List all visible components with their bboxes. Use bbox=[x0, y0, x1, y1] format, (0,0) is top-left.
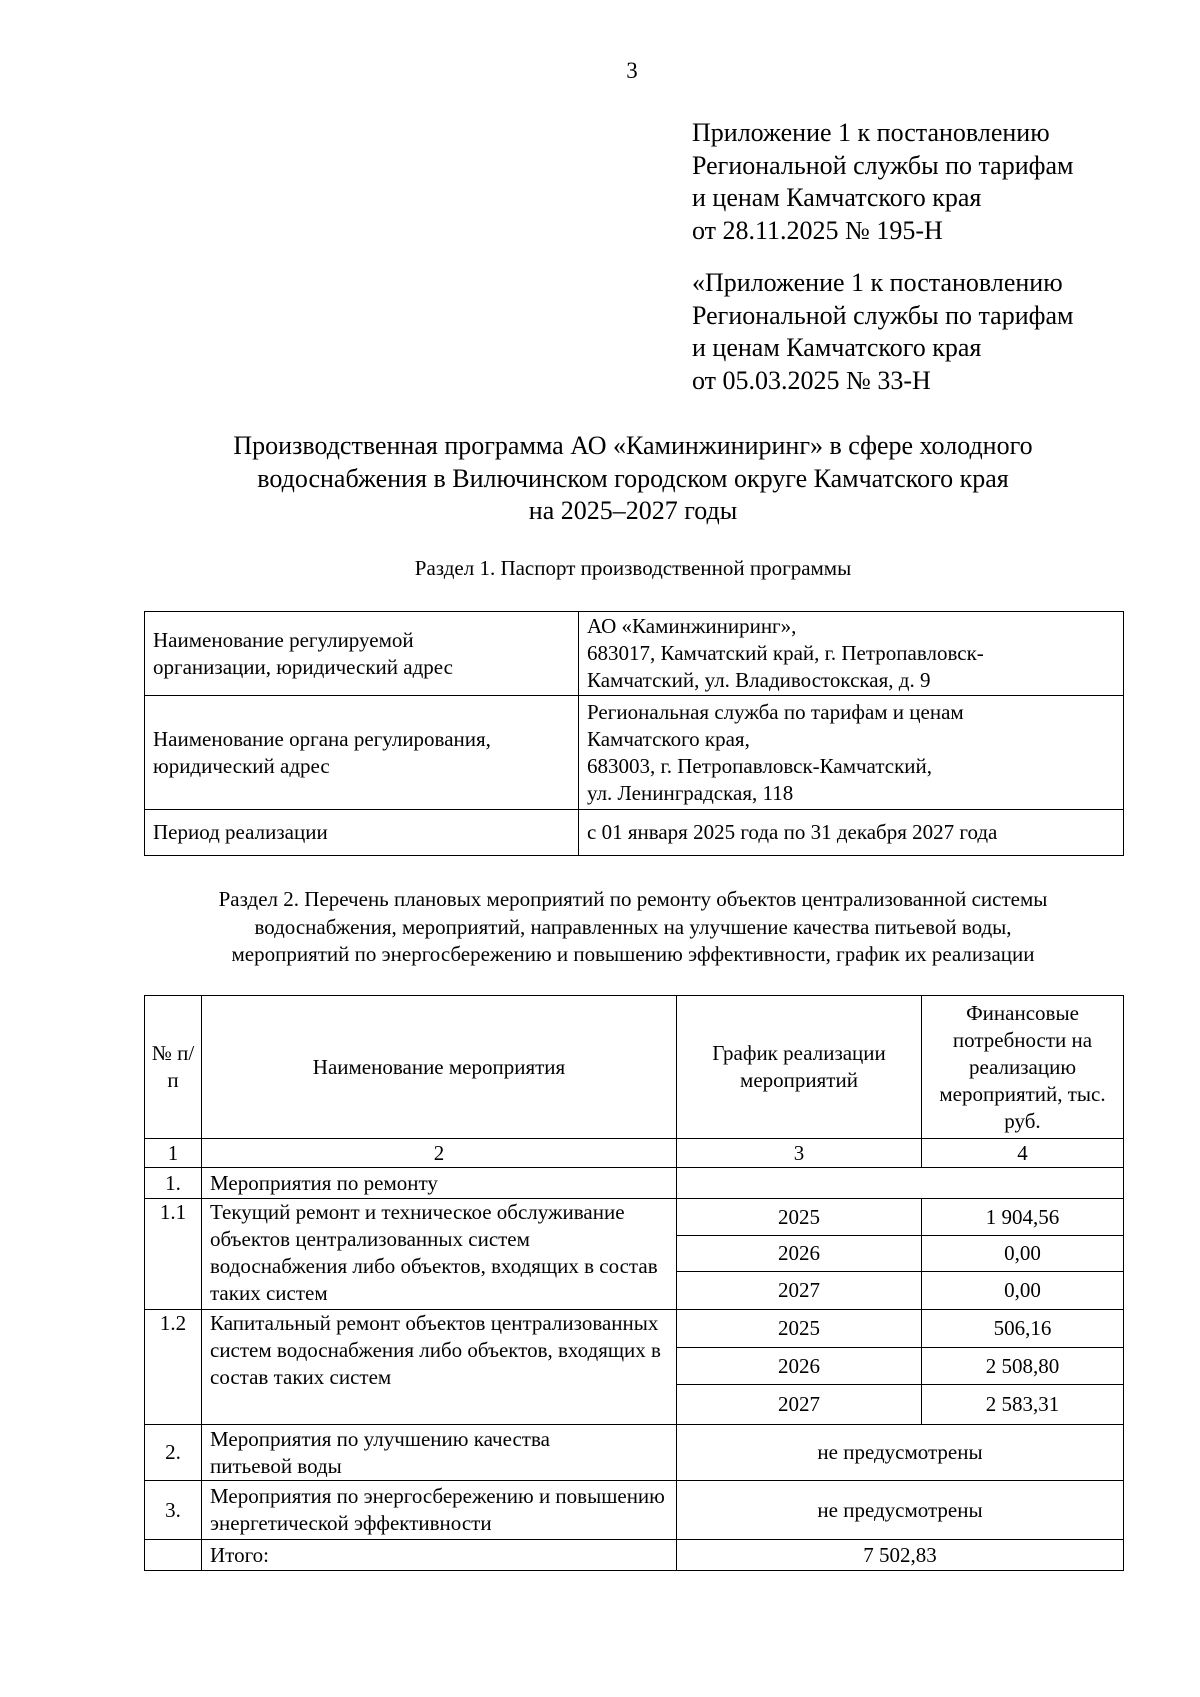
cell: с 01 января 2025 года по 31 декабря 2027 года bbox=[579, 810, 1124, 856]
cell: Период реализации bbox=[145, 810, 579, 856]
line: водоснабжения, мероприятий, направленных на улучшение качества питьевой воды, bbox=[254, 914, 1012, 939]
text: юридический адрес bbox=[153, 753, 330, 778]
cell bbox=[145, 612, 579, 696]
cell: Мероприятия по улучшению качества питьевой воды bbox=[202, 1425, 677, 1481]
cell: 2027 bbox=[677, 1385, 922, 1425]
header-cell: График реализации мероприятий bbox=[677, 996, 922, 1139]
text: АО «Каминжиниринг», bbox=[587, 614, 797, 638]
text: Наименование регулируемой bbox=[153, 627, 414, 652]
cell: 2027 bbox=[677, 1272, 922, 1310]
cell: Капитальный ремонт объектов централизованных систем водоснабжения либо объектов, входящих в состав таких систем bbox=[202, 1310, 677, 1425]
line: на 2025–2027 годы bbox=[528, 496, 738, 525]
section2-heading bbox=[0, 886, 1200, 969]
line: и ценам Камчатского края bbox=[692, 333, 982, 362]
total-value: 7 502,83 bbox=[677, 1540, 1124, 1571]
table-row bbox=[145, 1310, 1124, 1348]
cell: 1 bbox=[145, 1139, 202, 1168]
table-row bbox=[145, 612, 1124, 696]
text: организации, юридический адрес bbox=[153, 654, 453, 679]
cell: Текущий ремонт и техническое обслуживание объектов централизованных систем водоснабжения либо объектов, входящих в состав таких систем bbox=[202, 1199, 677, 1310]
line: Приложение 1 к постановлению bbox=[692, 118, 1050, 147]
cell: не предусмотрены bbox=[677, 1425, 1124, 1481]
section1-heading: Раздел 1. Паспорт производственной программы bbox=[414, 556, 852, 580]
cell: 2026 bbox=[677, 1236, 922, 1272]
line: Региональной службы по тарифам bbox=[692, 150, 1074, 180]
cell: 2 bbox=[202, 1139, 677, 1168]
table-row bbox=[145, 1199, 1124, 1236]
cell: 3. bbox=[145, 1481, 202, 1540]
column-number-row bbox=[145, 1139, 1124, 1168]
header-row bbox=[145, 996, 1124, 1139]
table-row bbox=[145, 696, 1124, 810]
text: 683017, Камчатский край, г. Петропавловск- bbox=[587, 641, 984, 665]
cell: 2 583,31 bbox=[922, 1385, 1124, 1425]
cell: 3 bbox=[677, 1139, 922, 1168]
text: Камчатского края, bbox=[587, 726, 750, 751]
cell: 2025 bbox=[677, 1199, 922, 1236]
document-title bbox=[0, 430, 1200, 528]
line: от 05.03.2025 № 33-Н bbox=[692, 365, 931, 395]
cell bbox=[579, 612, 1124, 696]
line: Региональной службы по тарифам bbox=[692, 300, 1074, 330]
cell: 2026 bbox=[677, 1348, 922, 1385]
passport-table bbox=[144, 611, 1124, 856]
text: 683003, г. Петропавловск-Камчатский, bbox=[587, 753, 933, 778]
header-cell: № п/п bbox=[145, 996, 202, 1139]
table-row bbox=[145, 1168, 1124, 1199]
line: и ценам Камчатского края bbox=[692, 183, 982, 212]
cell: 2 508,80 bbox=[922, 1348, 1124, 1385]
table-row bbox=[145, 1425, 1124, 1481]
cell bbox=[677, 1168, 1124, 1199]
total-label: Итого: bbox=[202, 1540, 677, 1571]
cell: 0,00 bbox=[922, 1272, 1124, 1310]
cell: 2. bbox=[145, 1425, 202, 1481]
total-row bbox=[145, 1540, 1124, 1571]
cell: Мероприятия по энергосбережению и повышению энергетической эффективности bbox=[202, 1481, 677, 1540]
cell bbox=[145, 696, 579, 810]
table-row bbox=[145, 810, 1124, 856]
cell: 4 bbox=[922, 1139, 1124, 1168]
cell: 1. bbox=[145, 1168, 202, 1199]
appendix-reference-old bbox=[692, 267, 1073, 397]
cell: 0,00 bbox=[922, 1236, 1124, 1272]
cell: 2025 bbox=[677, 1310, 922, 1348]
cell: 506,16 bbox=[922, 1310, 1124, 1348]
page-number: 3 bbox=[626, 58, 638, 83]
cell bbox=[579, 696, 1124, 810]
table-row bbox=[145, 1481, 1124, 1540]
text: Региональная служба по тарифам и ценам bbox=[587, 699, 964, 724]
cell bbox=[145, 1540, 202, 1571]
cell: Мероприятия по ремонту bbox=[202, 1168, 677, 1199]
text: Наименование органа регулирования, bbox=[153, 726, 491, 751]
header-cell: Наименование мероприятия bbox=[202, 996, 677, 1139]
cell: 1.1 bbox=[145, 1199, 202, 1310]
line: мероприятий по энергосбережению и повышению эффективности, график их реализации bbox=[231, 942, 1035, 966]
header-cell: Финансовые потребности на реализацию мероприятий, тыс. руб. bbox=[922, 996, 1124, 1139]
text: ул. Ленинградская, 118 bbox=[587, 780, 794, 805]
cell: 1.2 bbox=[145, 1310, 202, 1425]
line: Производственная программа АО «Каминжиниринг» в сфере холодного bbox=[233, 431, 1033, 460]
line: «Приложение 1 к постановлению bbox=[692, 268, 1063, 297]
appendix-reference-new bbox=[692, 117, 1073, 247]
cell: не предусмотрены bbox=[677, 1481, 1124, 1540]
cell: 1 904,56 bbox=[922, 1199, 1124, 1236]
line: Раздел 2. Перечень плановых мероприятий по ремонту объектов централизованной системы bbox=[218, 887, 1048, 911]
measures-table bbox=[144, 995, 1124, 1571]
line: водоснабжения в Вилючинском городском округе Камчатского края bbox=[257, 463, 1009, 493]
line: от 28.11.2025 № 195-Н bbox=[692, 215, 943, 245]
text: Камчатский, ул. Владивостокская, д. 9 bbox=[587, 668, 931, 692]
